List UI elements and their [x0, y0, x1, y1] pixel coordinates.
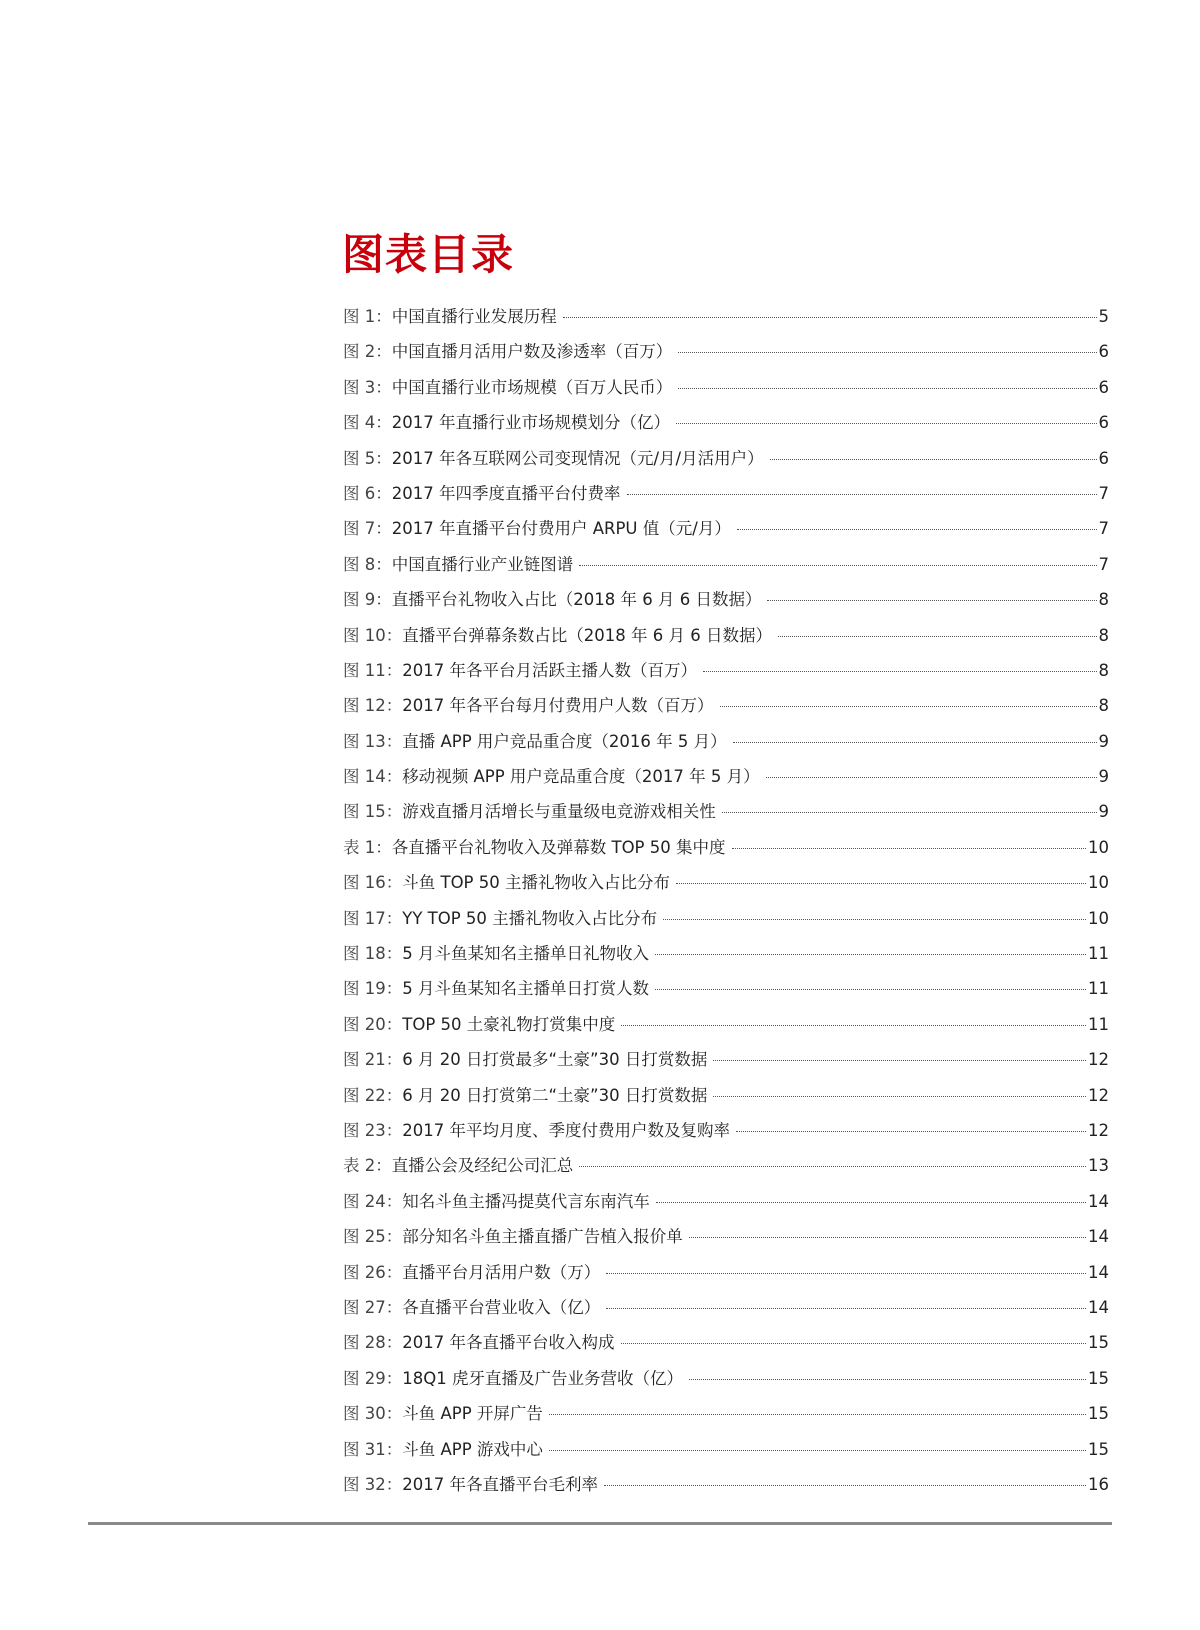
toc-entry-title: 2017 年各互联网公司变现情况（元/月/月活用户） — [391, 448, 764, 468]
dot-leader — [736, 1131, 1086, 1132]
toc-entry-title: 2017 年各直播平台收入构成 — [402, 1333, 615, 1353]
toc-entry-label — [343, 409, 670, 433]
dot-leader — [689, 1379, 1086, 1380]
toc-entry-title: 游戏直播月活增长与重量级电竞游戏相关性 — [402, 802, 716, 822]
toc-entry-title: 5 月斗鱼某知名主播单日礼物收入 — [402, 944, 649, 964]
toc-entry-page: 9 — [1098, 731, 1109, 751]
toc-entry-key: 图 2： — [343, 342, 392, 362]
toc-entry[interactable] — [343, 1436, 1109, 1471]
dot-leader — [663, 919, 1086, 920]
toc-entry-title: 知名斗鱼主播冯提莫代言东南汽车 — [402, 1191, 650, 1211]
dot-leader — [722, 812, 1097, 813]
toc-entry-page: 16 — [1088, 1474, 1109, 1494]
toc-entry[interactable] — [343, 1259, 1109, 1294]
toc-entry-label — [343, 551, 573, 575]
toc-entry-label — [343, 798, 716, 822]
toc-entry-key: 图 30： — [343, 1404, 403, 1424]
dot-leader — [767, 600, 1096, 601]
page-title: 图表目录 — [342, 230, 515, 279]
toc-entry-page: 8 — [1098, 696, 1109, 716]
toc-entry[interactable] — [343, 1471, 1109, 1506]
toc-entry[interactable] — [343, 303, 1109, 338]
toc-entry[interactable] — [343, 1329, 1109, 1364]
toc-entry-page: 6 — [1098, 377, 1109, 397]
toc-entry-page: 14 — [1088, 1297, 1109, 1317]
toc-entry-key: 图 10： — [343, 625, 403, 645]
toc-entry-label — [343, 1188, 650, 1212]
toc-entry-page: 15 — [1088, 1368, 1109, 1388]
toc-entry-key: 图 23： — [343, 1120, 403, 1140]
toc-entry-key: 图 5： — [343, 448, 392, 468]
toc-entry-title: 中国直播行业市场规模（百万人民币） — [391, 377, 673, 397]
toc-entry[interactable] — [343, 515, 1109, 550]
toc-entry-title: 各直播平台营业收入（亿） — [402, 1297, 601, 1317]
toc-entry[interactable] — [343, 1011, 1109, 1046]
toc-entry-label — [343, 1223, 683, 1247]
toc-entry[interactable] — [343, 1082, 1109, 1117]
toc-entry[interactable] — [343, 869, 1109, 904]
dot-leader — [604, 1485, 1086, 1486]
toc-entry-label — [343, 1117, 730, 1141]
toc-entry-page: 7 — [1098, 519, 1109, 539]
toc-entry-label — [343, 1046, 707, 1070]
toc-entry-title: 斗鱼 APP 开屏广告 — [402, 1404, 543, 1424]
toc-entry[interactable] — [343, 763, 1109, 798]
toc-entry-page: 15 — [1088, 1404, 1109, 1424]
toc-entry-page: 14 — [1088, 1227, 1109, 1247]
toc-entry-title: 6 月 20 日打赏最多“土豪”30 日打赏数据 — [402, 1050, 708, 1070]
toc-entry[interactable] — [343, 338, 1109, 373]
toc-entry-page: 14 — [1088, 1262, 1109, 1282]
toc-entry[interactable] — [343, 834, 1109, 869]
dot-leader — [606, 1273, 1086, 1274]
toc-entry-title: TOP 50 土豪礼物打赏集中度 — [402, 1014, 616, 1034]
toc-entry-key: 图 32： — [343, 1474, 403, 1494]
toc-entry-page: 8 — [1098, 660, 1109, 680]
toc-entry-label — [343, 657, 697, 681]
toc-entry-page: 6 — [1098, 413, 1109, 433]
toc-entry-page: 7 — [1098, 554, 1109, 574]
toc-entry-label — [343, 905, 657, 929]
toc-entry-key: 图 26： — [343, 1262, 403, 1282]
toc-entry-key: 图 14： — [343, 767, 403, 787]
toc-entry-page: 6 — [1098, 448, 1109, 468]
dot-leader — [678, 352, 1096, 353]
toc-entry-title: 18Q1 虎牙直播及广告业务营收（亿） — [402, 1368, 683, 1388]
toc-entry-page: 11 — [1088, 944, 1109, 964]
toc-entry-title: 中国直播月活用户数及渗透率（百万） — [391, 342, 673, 362]
toc-entry-key: 图 19： — [343, 979, 403, 999]
toc-entry-label — [343, 480, 621, 504]
toc-entry-label — [343, 622, 772, 646]
toc-entry[interactable] — [343, 657, 1109, 692]
toc-entry[interactable] — [343, 1400, 1109, 1435]
toc-entry-page: 13 — [1088, 1156, 1109, 1176]
toc-entry-page: 9 — [1098, 802, 1109, 822]
dot-leader — [720, 706, 1097, 707]
toc-entry-key: 表 2： — [343, 1156, 392, 1176]
toc-entry-title: 2017 年四季度直播平台付费率 — [391, 483, 621, 503]
toc-entry-label — [343, 975, 649, 999]
toc-entry[interactable] — [343, 940, 1109, 975]
dot-leader — [713, 1096, 1086, 1097]
toc-entry[interactable] — [343, 409, 1109, 444]
toc-entry-label — [343, 1011, 615, 1035]
toc-entry-title: 5 月斗鱼某知名主播单日打赏人数 — [402, 979, 649, 999]
toc-entry-key: 图 29： — [343, 1368, 403, 1388]
toc-entry[interactable] — [343, 1152, 1109, 1187]
toc-entry-label — [343, 1259, 600, 1283]
toc-entry[interactable] — [343, 905, 1109, 940]
toc-entry-label — [343, 1436, 543, 1460]
toc-entry-title: 直播 APP 用户竞品重合度（2016 年 5 月） — [402, 731, 727, 751]
toc-entry-label — [343, 940, 649, 964]
toc-entry-label — [343, 586, 761, 610]
toc-entry-title: 移动视频 APP 用户竞品重合度（2017 年 5 月） — [402, 767, 760, 787]
toc-entry-key: 图 7： — [343, 519, 392, 539]
toc-entry-key: 图 18： — [343, 944, 403, 964]
toc-entry-label — [343, 692, 714, 716]
toc-entry-page: 6 — [1098, 342, 1109, 362]
toc-entry-page: 8 — [1098, 625, 1109, 645]
dot-leader — [766, 777, 1097, 778]
toc-entry-key: 图 17： — [343, 908, 403, 928]
dot-leader — [655, 989, 1086, 990]
toc-entry-page: 11 — [1088, 979, 1109, 999]
toc-entry-label — [343, 1329, 615, 1353]
toc-entry-title: 2017 年直播平台付费用户 ARPU 值（元/月） — [391, 519, 731, 539]
dot-leader — [678, 388, 1096, 389]
toc-entry[interactable] — [343, 692, 1109, 727]
toc-entry-title: 2017 年平均月度、季度付费用户数及复购率 — [402, 1120, 730, 1140]
toc-entry-key: 图 3： — [343, 377, 392, 397]
toc-entry[interactable] — [343, 622, 1109, 657]
toc-entry-title: 各直播平台礼物收入及弹幕数 TOP 50 集中度 — [391, 837, 726, 857]
toc-entry-key: 图 25： — [343, 1227, 403, 1247]
toc-entry-key: 图 9： — [343, 590, 392, 610]
toc-entry-label — [343, 1082, 707, 1106]
toc-entry-label — [343, 763, 760, 787]
toc-entry-label — [343, 869, 670, 893]
dot-leader — [676, 883, 1086, 884]
toc-entry-label — [343, 374, 672, 398]
toc-entry-label — [343, 834, 726, 858]
toc-entry-label — [343, 338, 672, 362]
toc-entry-key: 图 20： — [343, 1014, 403, 1034]
toc-entry-key: 图 4： — [343, 413, 392, 433]
toc-entry-key: 图 24： — [343, 1191, 403, 1211]
toc-entry-key: 图 13： — [343, 731, 403, 751]
toc-entry-title: 斗鱼 APP 游戏中心 — [402, 1439, 543, 1459]
toc-entry-key: 图 15： — [343, 802, 403, 822]
dot-leader — [621, 1025, 1086, 1026]
dot-leader — [549, 1450, 1086, 1451]
toc-entry-page: 10 — [1088, 837, 1109, 857]
toc-entry-key: 图 6： — [343, 483, 392, 503]
dot-leader — [579, 1166, 1086, 1167]
dot-leader — [627, 494, 1097, 495]
toc-entry-label — [343, 1294, 600, 1318]
dot-leader — [549, 1414, 1086, 1415]
toc-entry-key: 图 12： — [343, 696, 403, 716]
toc-entry-title: 2017 年直播行业市场规模划分（亿） — [391, 413, 670, 433]
toc-entry-page: 8 — [1098, 590, 1109, 610]
toc-entry-page: 14 — [1088, 1191, 1109, 1211]
toc-entry[interactable] — [343, 1046, 1109, 1081]
dot-leader — [737, 529, 1097, 530]
toc-entry-key: 图 16： — [343, 873, 403, 893]
toc-entry-title: 6 月 20 日打赏第二“土豪”30 日打赏数据 — [402, 1085, 708, 1105]
toc-entry-key: 图 21： — [343, 1050, 403, 1070]
toc-entry[interactable] — [343, 1365, 1109, 1400]
dot-leader — [733, 742, 1097, 743]
dot-leader — [563, 317, 1097, 318]
toc-entry-page: 10 — [1088, 908, 1109, 928]
toc-entry-title: 直播平台礼物收入占比（2018 年 6 月 6 日数据） — [391, 590, 762, 610]
toc-entry-page: 12 — [1088, 1050, 1109, 1070]
toc-entry-page: 15 — [1088, 1333, 1109, 1353]
toc-entry-title: 中国直播行业产业链图谱 — [391, 554, 574, 574]
dot-leader — [713, 1060, 1086, 1061]
toc-entry-label — [343, 1152, 573, 1176]
toc-entry-key: 图 8： — [343, 554, 392, 574]
dot-leader — [655, 954, 1086, 955]
footer-divider — [88, 1522, 1112, 1525]
dot-leader — [676, 423, 1097, 424]
toc-entry[interactable] — [343, 445, 1109, 480]
toc-entry-label — [343, 303, 557, 327]
toc-entry-title: 直播平台弹幕条数占比（2018 年 6 月 6 日数据） — [402, 625, 772, 645]
toc-entry-title: 直播平台月活用户数（万） — [402, 1262, 601, 1282]
toc-entry-page: 12 — [1088, 1085, 1109, 1105]
toc-entry-title: 部分知名斗鱼主播直播广告植入报价单 — [402, 1227, 683, 1247]
toc-entry[interactable] — [343, 728, 1109, 763]
toc-entry-title: 2017 年各平台每月付费用户人数（百万） — [402, 696, 714, 716]
dot-leader — [621, 1343, 1087, 1344]
toc-entry-label — [343, 728, 727, 752]
toc-entry-label — [343, 1471, 598, 1495]
dot-leader — [770, 459, 1097, 460]
toc-entry-page: 11 — [1088, 1014, 1109, 1034]
toc-entry-label — [343, 445, 764, 469]
toc-entry-page: 7 — [1098, 483, 1109, 503]
toc-entry-key: 图 27： — [343, 1297, 403, 1317]
toc-entry[interactable] — [343, 1117, 1109, 1152]
dot-leader — [656, 1202, 1086, 1203]
toc-entry-key: 图 1： — [343, 307, 392, 326]
toc-entry-title: 2017 年各平台月活跃主播人数（百万） — [402, 660, 697, 680]
toc-entry-page: 15 — [1088, 1439, 1109, 1459]
toc-entry-key: 图 28： — [343, 1333, 403, 1353]
toc-entry-page: 12 — [1088, 1120, 1109, 1140]
toc-entry[interactable] — [343, 1223, 1109, 1258]
dot-leader — [579, 565, 1096, 566]
toc-entry[interactable] — [343, 374, 1109, 409]
toc-entry[interactable] — [343, 1294, 1109, 1329]
toc-entry-label — [343, 1365, 683, 1389]
toc-entry[interactable] — [343, 551, 1109, 586]
toc-entry-page: 9 — [1098, 767, 1109, 787]
table-of-figures — [343, 303, 1109, 1506]
toc-entry-title: 直播公会及经纪公司汇总 — [391, 1156, 574, 1176]
toc-entry[interactable] — [343, 586, 1109, 621]
toc-entry-key: 图 31： — [343, 1439, 403, 1459]
dot-leader — [703, 671, 1097, 672]
dot-leader — [606, 1308, 1086, 1309]
toc-entry-title: 中国直播行业发展历程 — [391, 307, 557, 326]
toc-entry[interactable] — [343, 798, 1109, 833]
toc-entry-title: 2017 年各直播平台毛利率 — [402, 1474, 598, 1494]
toc-entry-label — [343, 515, 731, 539]
dot-leader — [689, 1237, 1086, 1238]
toc-entry[interactable] — [343, 975, 1109, 1010]
toc-entry-page: 5 — [1098, 307, 1109, 326]
toc-entry-label — [343, 1400, 543, 1424]
toc-entry-key: 图 11： — [343, 660, 403, 680]
toc-entry-title: YY TOP 50 主播礼物收入占比分布 — [402, 908, 658, 928]
toc-entry[interactable] — [343, 1188, 1109, 1223]
toc-entry-page: 10 — [1088, 873, 1109, 893]
toc-entry-key: 表 1： — [343, 837, 392, 857]
dot-leader — [732, 848, 1087, 849]
toc-entry-title: 斗鱼 TOP 50 主播礼物收入占比分布 — [402, 873, 670, 893]
dot-leader — [778, 636, 1097, 637]
toc-entry[interactable] — [343, 480, 1109, 515]
toc-entry-key: 图 22： — [343, 1085, 403, 1105]
